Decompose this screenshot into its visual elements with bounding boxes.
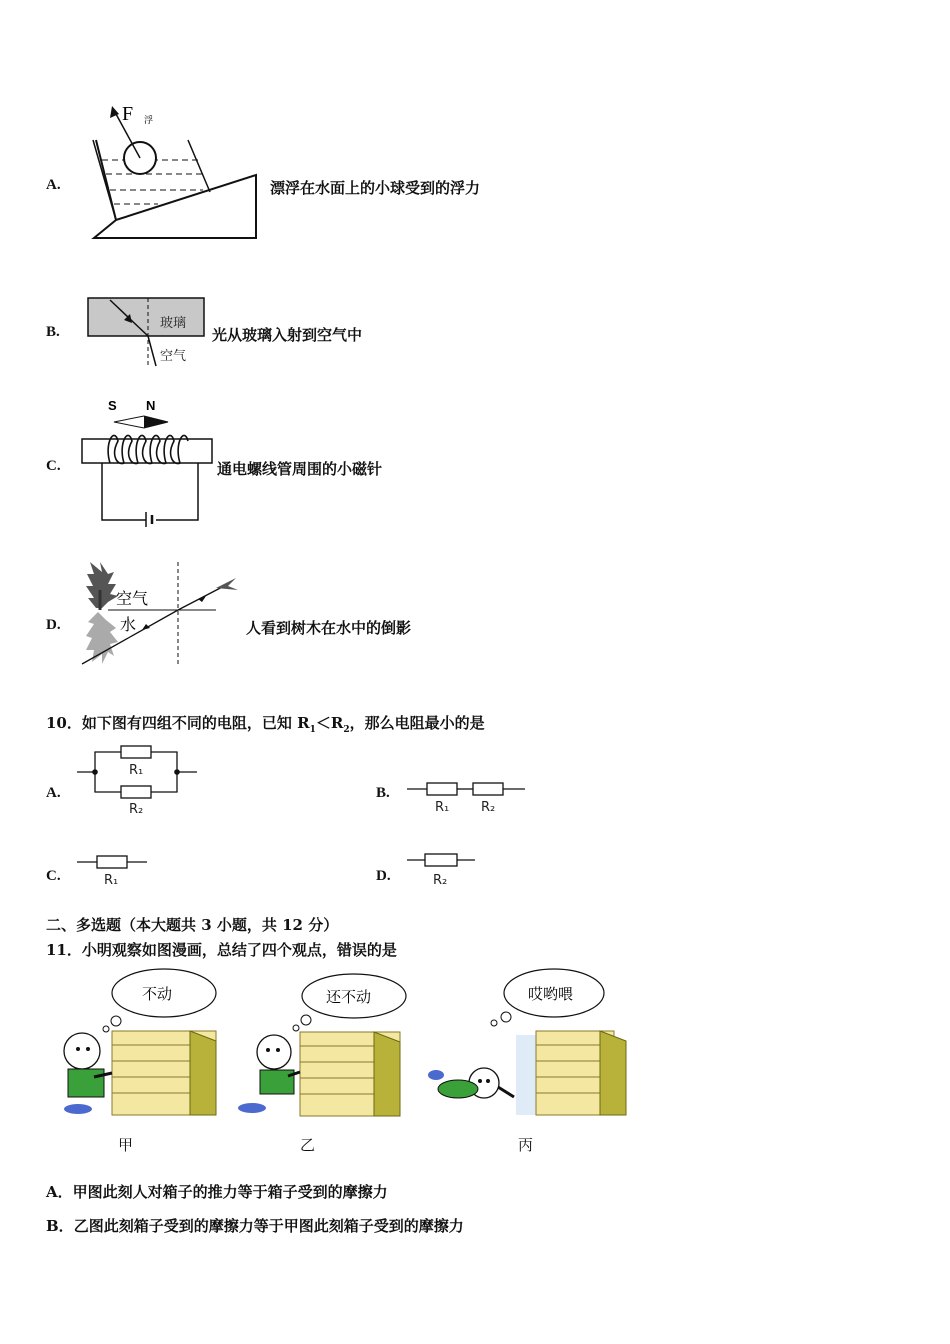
option-b-letter: B. — [46, 324, 60, 340]
water-region-label: 水 — [120, 615, 137, 634]
resistor-r1-label: R₁ — [435, 800, 450, 815]
q11-option-b — [46, 1215, 464, 1236]
pole-s: S — [108, 398, 117, 413]
stem-suffix: ，那么电阻最小的是 — [349, 714, 485, 732]
resistor-r2-label: R₂ — [481, 800, 496, 815]
q11-option-a-text: 甲图此刻人对箱子的推力等于箱子受到的摩擦力 — [72, 1183, 388, 1201]
panel-label-yi: 乙 — [300, 1136, 316, 1154]
solenoid-figure — [80, 396, 215, 528]
resistor-r2-label: R₂ — [433, 873, 448, 888]
resistor-r2-label: R₂ — [129, 802, 144, 817]
panel-label-jia: 甲 — [118, 1136, 134, 1154]
thought-bubble-text: 还不动 — [326, 988, 372, 1006]
thought-bubble-text: 不动 — [142, 985, 173, 1003]
refraction-figure — [86, 296, 210, 368]
question-10-stem — [46, 712, 485, 735]
q11-option-b-letter: B． — [46, 1217, 74, 1235]
series-circuit-figure — [405, 778, 527, 818]
option-a-caption: 漂浮在水面上的小球受到的浮力 — [270, 179, 481, 197]
q10-option-c-letter: C. — [46, 868, 61, 884]
pole-n: N — [146, 398, 156, 413]
single-resistor-r2-figure — [405, 852, 477, 888]
reflection-figure — [78, 558, 243, 670]
option-c-letter: C. — [46, 458, 61, 474]
parallel-circuit-figure — [75, 742, 199, 816]
stem-mid: ＜R — [315, 714, 344, 732]
q11-option-a-letter: A． — [46, 1183, 73, 1201]
buoyancy-figure — [88, 100, 263, 245]
comic-panel-bing — [424, 965, 630, 1120]
section-2-heading: 二、多选题（本大题共 3 小题，共 12 分） — [46, 916, 339, 934]
stem-prefix: 10．如下图有四组不同的电阻，已知 R — [46, 714, 310, 732]
option-c-caption: 通电螺线管周围的小磁针 — [217, 460, 383, 478]
q11-option-a — [46, 1181, 388, 1202]
air-label: 空气 — [160, 349, 187, 364]
single-resistor-r1-figure — [75, 852, 149, 888]
comic-panel-jia — [50, 965, 222, 1120]
thought-bubble-text: 哎哟喂 — [528, 985, 574, 1003]
q10-option-b-letter: B. — [376, 785, 390, 801]
option-d-letter: D. — [46, 617, 61, 633]
force-subscript: 浮 — [144, 116, 154, 126]
air-region-label: 空气 — [116, 589, 149, 608]
glass-label: 玻璃 — [160, 316, 187, 331]
option-d-caption: 人看到树木在水中的倒影 — [246, 619, 412, 637]
resistor-r1-label: R₁ — [129, 763, 144, 778]
q10-option-d-letter: D. — [376, 868, 391, 884]
force-label: F — [122, 103, 134, 125]
question-11-stem: 11．小明观察如图漫画，总结了四个观点，错误的是 — [46, 941, 397, 959]
resistor-r1-label: R₁ — [104, 873, 119, 888]
comic-panel-yi — [234, 972, 406, 1120]
option-a-letter: A. — [46, 177, 61, 193]
subscript-2: 2 — [343, 725, 350, 735]
option-b-caption: 光从玻璃入射到空气中 — [212, 326, 363, 344]
q10-option-a-letter: A. — [46, 785, 61, 801]
panel-label-bing: 丙 — [518, 1136, 534, 1154]
q11-option-b-text: 乙图此刻箱子受到的摩擦力等于甲图此刻箱子受到的摩擦力 — [73, 1217, 464, 1235]
subscript-1: 1 — [309, 725, 316, 735]
